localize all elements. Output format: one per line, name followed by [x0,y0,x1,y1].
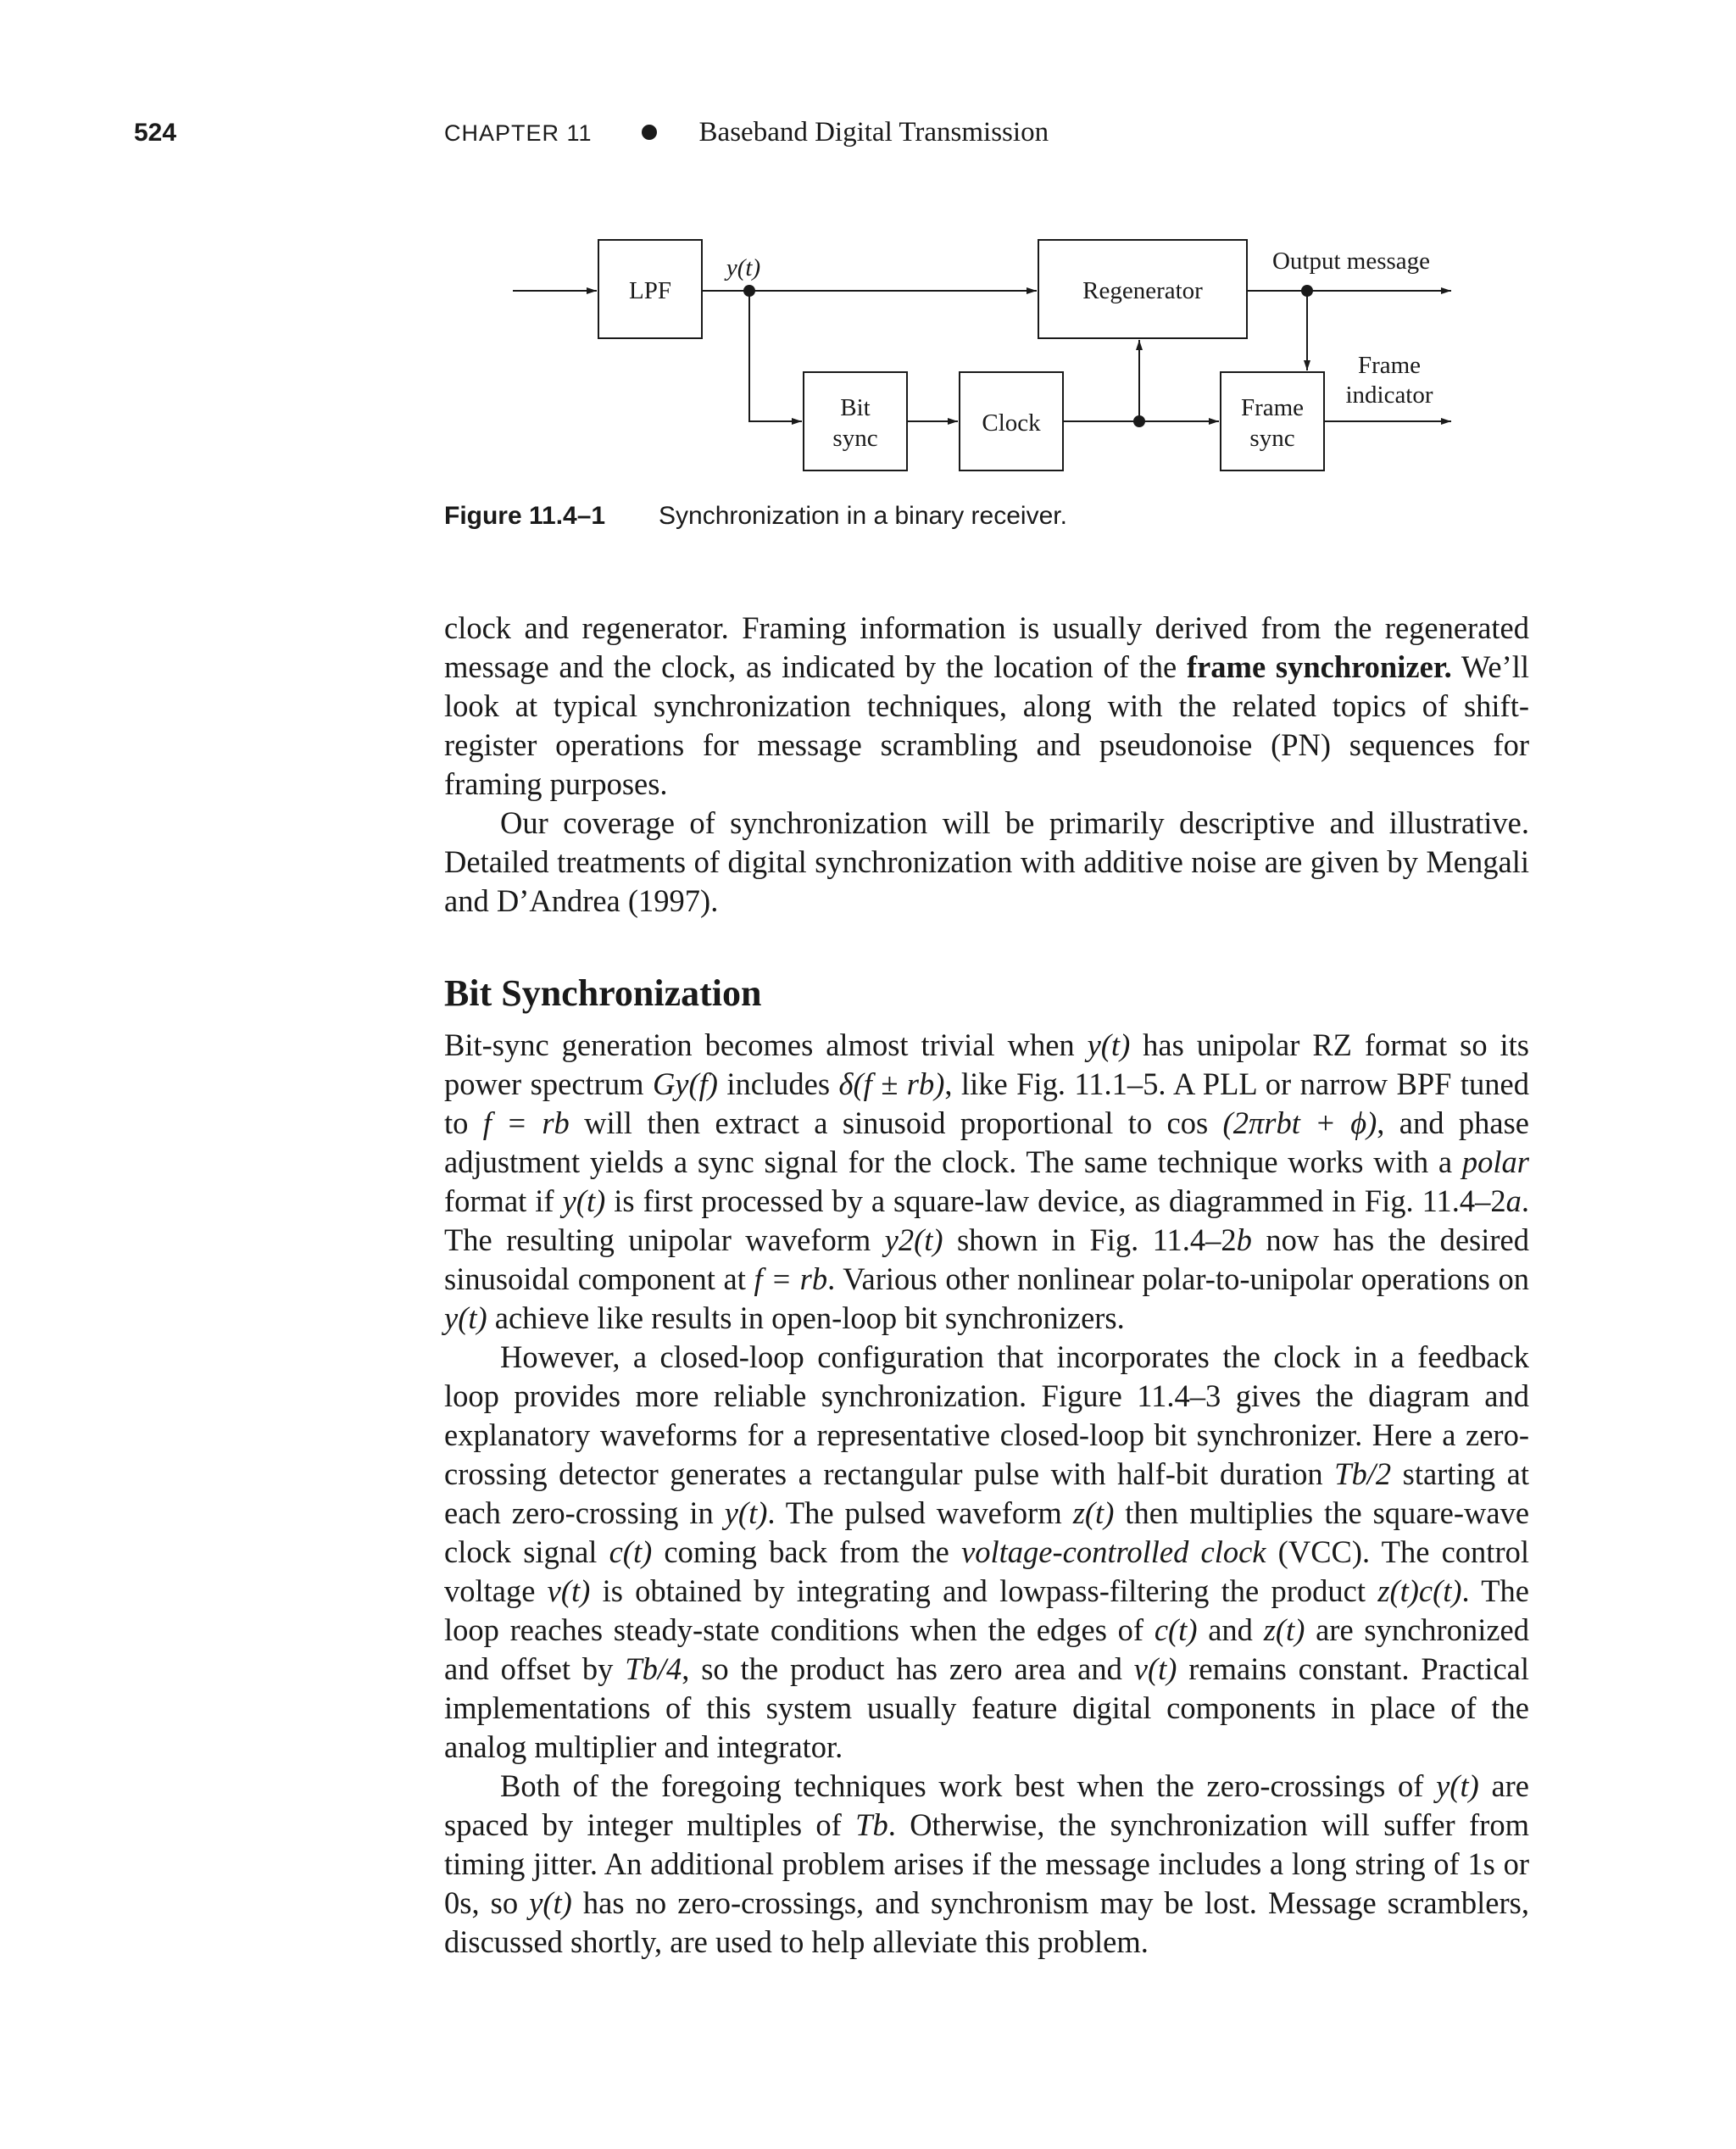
frame-sync-label-1: Frame [1240,394,1305,421]
junction-dot [1301,285,1313,297]
figure-caption-label: Figure 11.4–1 [444,502,606,530]
lpf-label: LPF [629,277,671,304]
figure-caption-text: Synchronization in a binary receiver. [659,502,1067,530]
paragraph: However, a closed-loop configuration that incorporates the clock in a feedback loop provides more reliable synchronization. Figure 11.4–3 gives the diagram and explanatory waveforms for a representative closed-loop bit synchronizer. Here a zero-crossing detector generates a rectangular pulse with half-bit duration Tb/2 starting at each zero-crossing in y(t). The pulsed waveform z(t) then multiplies the square-wave clock signal c(t) coming back from the voltage-controlled clock (VCC). The control voltage v(t) is obtained by integrating and lowpass-filtering the product z(t)c(t). The loop reaches steady-state conditions when the edges of c(t) and z(t) are synchronized and offset by Tb/4, so the product has zero area and v(t) remains constant. Practical implementations of this system usually feature digital components in place of the analog multiplier and integrator. [444,1339,1530,1764]
regenerator-label: Regenerator [1082,277,1203,304]
page-number: 524 [134,119,177,147]
clock-label: Clock [982,409,1041,437]
paragraph: Our coverage of synchronization will be primarily descriptive and illustrative. Detailed treatments of digital synchronization with additive noise are given by Mengali and D’Andrea (1997). [444,805,1529,918]
bit-sync-label-2: sync [832,425,878,452]
diagram-svg [0,0,1736,509]
paragraph: Both of the foregoing techniques work best when the zero-crossings of y(t) are spaced by integer multiples of Tb. Otherwise, the synchronization will suffer from timing jitter. An additional problem arises if the message includes a long string of 1s or 0s, so y(t) has no zero-crossings, and synchronism may be lost. Message scramblers, discussed shortly, are used to help alleviate this problem. [444,1768,1529,1959]
frame-indicator-label-1: Frame [1357,352,1422,379]
bit-sync-label-1: Bit [840,394,871,421]
figure-block-diagram [0,0,1736,509]
junction-dot [1133,415,1145,427]
term-frame-synchronizer: frame synchronizer. [1186,649,1452,684]
paragraph: clock and regenerator. Framing information is usually derived from the regenerated message and the clock, as indicated by the location of the frame synchronizer. We’ll look at typical synchronization techniques, along with the related topics of shift-register operations for message scrambling and pseudonoise (PN) sequences for framing purposes. [444,610,1529,801]
tap-to-bit-sync [749,291,802,421]
body-text [444,609,1529,1962]
bit-sync-box [804,372,907,470]
junction-dot [743,285,755,297]
chapter-label: CHAPTER 11 [444,120,593,146]
signal-label: y(t) [726,254,761,281]
chapter-title: Baseband Digital Transmission [698,117,1049,148]
section-heading: Bit Synchronization [444,972,762,1014]
figure-caption [444,502,1067,531]
frame-sync-box [1221,372,1324,470]
frame-sync-label-2: sync [1249,425,1295,452]
frame-indicator-label-2: indicator [1345,381,1433,409]
output-message-label: Output message [1271,248,1431,275]
paragraph: Bit-sync generation becomes almost trivial when y(t) has unipolar RZ format so its power spectrum Gy(f) includes δ(f ± rb), like Fig. 11.1–5. A PLL or narrow BPF tuned to f = rb will then extract a sinusoid proportional to cos (2πrbt + ϕ), and phase adjustment yields a sync signal for the clock. The same technique works with a polar format if y(t) is first processed by a square-law device, as diagrammed in Fig. 11.4–2a. The resulting unipolar waveform y2(t) shown in Fig. 11.4–2b now has the desired sinusoidal component at f = rb. Various other nonlinear polar-to-unipolar operations on y(t) achieve like results in open-loop bit synchronizers. [444,1027,1529,1335]
